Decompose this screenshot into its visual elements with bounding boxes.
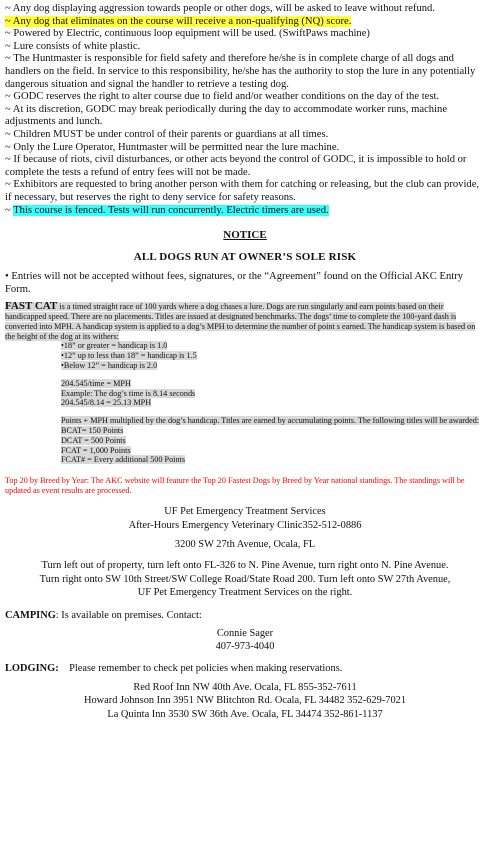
contact-phone: 407-973-4040 [215, 641, 275, 653]
lodging-text: Please remember to check pet policies when making reservations. [69, 662, 343, 674]
rule-huntmaster: ~ The Huntmaster is responsible for field safety and therefore he/she is in complete charge of all dogs and handlers on the field. In service to this responsibility, he/she has the authority to stop the lure in any potentially dangerous situation and signal the handler to retrieve a testing dog. [5, 53, 476, 90]
handicap-item: •12” up to less than 18” = handicap is 1.5 [61, 351, 197, 361]
directions-line: Turn left out of property, turn left onto FL-326 to N. Pine Avenue, turn right onto N. Pine Avenue. [41, 560, 449, 572]
rule-breaks: ~ At its discretion, GODC may break periodically during the day to accommodate worker runs, machine adjustments and lunch. [5, 103, 448, 128]
rule-equipment: ~ Powered by Electric, continuous loop equipment will be used. (SwiftPaws machine) [5, 28, 370, 40]
hotel-list [5, 681, 485, 722]
directions-line: UF Pet Emergency Treatment Services on the right. [137, 587, 353, 599]
uf-name: UF Pet Emergency Treatment Services [164, 506, 326, 518]
camping-label: CAMPING [5, 609, 56, 621]
fastcat-intro [5, 302, 485, 341]
fastcat-intro-text: is a timed straight race of 100 yards where a dog chases a lure. Dogs are run singularly and earn points based on their handicapped speed. There are no placements. Titles are issued at designated benchmarks. The dogs’ time to complete the 100-yard dash is converted into MPH. A handicap system is applied to a dog’s MPH to determine the number of point s earned. The handicap system is based on the height of the dog at its withers: [5, 302, 476, 341]
fastcat-section [5, 302, 485, 465]
rule-eliminate [5, 16, 485, 29]
hotel-item: Red Roof Inn NW 40th Ave. Ocala, FL 855-352-7611 [133, 681, 357, 693]
rule-refund: ~ If because of riots, civil disturbances, or other acts beyond the control of GODC, it is impossible to hold or complete the tests a refund of entry fees will not be made. [5, 154, 467, 178]
contact-name: Connie Sager [216, 627, 274, 639]
mph-calculation [61, 379, 485, 408]
title-item: FCAT# = Every additional 500 Points [61, 455, 186, 465]
notice-heading: NOTICE [223, 229, 267, 242]
uf-directions [5, 559, 485, 600]
points-intro: Points + MPH multiplied by the dog’s handicap. Titles are earned by accumulating points. The following titles will be awarded: [61, 416, 480, 426]
points-section [61, 416, 485, 465]
rule-fenced-highlight: This course is fenced. Tests will run concurrently. Electric timers are used. [13, 204, 329, 216]
uf-after-hours: After-Hours Emergency Veterinary Clinic352-512-0886 [128, 519, 362, 531]
rule-lure: ~ Lure consists of white plastic. [5, 40, 141, 52]
handicap-list [61, 341, 485, 370]
fastcat-heading: FAST CAT [5, 300, 58, 313]
camping-contact [5, 627, 485, 654]
hotel-item: Howard Johnson Inn 3951 NW Blitchton Rd. Ocala, FL 34482 352-629-7021 [83, 695, 407, 707]
rule-aggression: ~ Any dog displaying aggression towards people or other dogs, will be asked to leave without refund. [5, 3, 435, 14]
uf-address: 3200 SW 27th Avenue, Ocala, FL [174, 539, 316, 551]
rule-eliminate-highlight: ~ Any dog that eliminates on the course will receive a non-qualifying (NQ) score. [5, 15, 352, 27]
rule-fenced-prefix: ~ [5, 204, 14, 216]
rule-children: ~ Children MUST be under control of their parents or guardians at all times. [5, 128, 329, 140]
rule-course-alter: ~ GODC reserves the right to alter course due to field and/or weather conditions on the day of the test. [5, 91, 440, 103]
camping-section [5, 610, 485, 621]
handicap-item: •Below 12” = handicap is 2.0 [61, 361, 158, 371]
calc-line: 204.545/time = MPH [61, 378, 131, 388]
calc-line: Example: The dog’s time is 8.14 seconds [61, 388, 196, 398]
calc-line: 204.545/8.14 = 25.13 MPH [61, 398, 152, 408]
handicap-item: •18” or greater = handicap is 1.0 [61, 341, 168, 351]
title-item: BCAT= 150 Points [61, 426, 124, 436]
rules-list [5, 3, 485, 217]
entries-note: • Entries will not be accepted without fees, signatures, or the “Agreement” found on the Official AKC Entry Form. [5, 271, 464, 295]
top20-notice: Top 20 by Breed by Year: The AKC website will feature the Top 20 Fastest Dogs by Breed by Year national standings. The standings will be updated as event results are processed. [5, 476, 465, 496]
rule-lure-operator: ~ Only the Lure Operator, Huntmaster will be permitted near the lure machine. [5, 141, 340, 153]
lodging-label: LODGING: [5, 662, 59, 674]
rule-exhibitors: ~ Exhibitors are requested to bring another person with them for catching or releasing, but the club can provide, if necessary, but reserves the right to deny service for safety reasons. [5, 179, 480, 203]
lodging-section [5, 663, 485, 674]
uf-emergency [5, 505, 485, 532]
rule-fenced [5, 205, 485, 218]
hotel-item: La Quinta Inn 3530 SW 36th Ave. Ocala, FL 34474 352-861-1137 [107, 708, 383, 720]
directions-line: Turn right onto SW 10th Street/SW College Road/State Road 200. Turn left onto SW 27th Avenue, [39, 573, 451, 585]
title-item: FCAT = 1,000 Points [61, 445, 131, 455]
camping-text: : Is available on premises. Contact: [55, 609, 202, 621]
all-dogs-heading: ALL DOGS RUN AT OWNER’S SOLE RISK [133, 251, 357, 264]
title-item: DCAT = 500 Points [61, 435, 126, 445]
